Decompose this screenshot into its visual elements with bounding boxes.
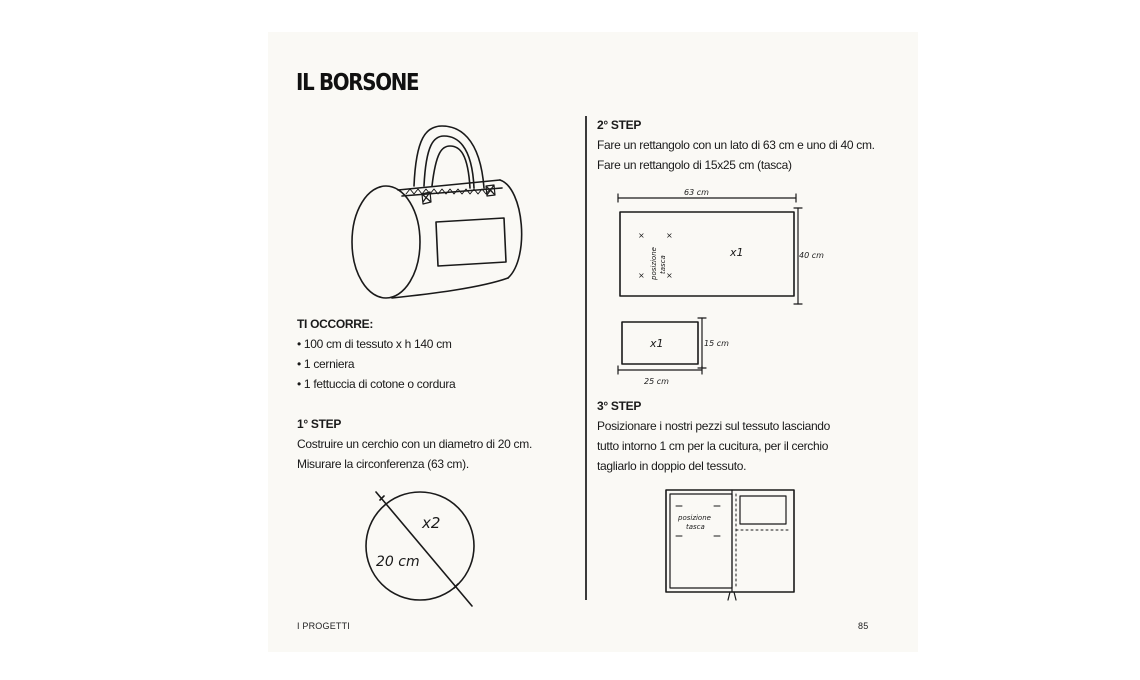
step2-heading: 2° STEP [597, 118, 642, 132]
rect-pocket-position-line-1: posizione [650, 247, 658, 280]
pocket-pattern-diagram [612, 316, 742, 388]
svg-text:×: × [666, 271, 673, 280]
layout-pocket-position-line-2: tasca [686, 523, 705, 531]
svg-text:×: × [638, 271, 645, 280]
rectangle-pattern-diagram [612, 186, 842, 308]
step2-line-1: Fare un rettangolo con un lato di 63 cm e uno di 40 cm. [597, 138, 875, 152]
pocket-multiplier-label: x1 [650, 337, 664, 350]
step3-heading: 3° STEP [597, 399, 642, 413]
column-divider [585, 116, 587, 600]
page-title: IL BORSONE [296, 70, 419, 96]
circle-diameter-label: 20 cm [376, 554, 420, 570]
step3-line-1: Posizionare i nostri pezzi sul tessuto lasciando [597, 419, 831, 433]
step3-line-2: tutto intorno 1 cm per la cucitura, per il cerchio [597, 439, 829, 453]
pocket-height-label: 15 cm [704, 339, 729, 348]
circle-multiplier-label: x2 [422, 514, 441, 532]
svg-text:×: × [638, 231, 645, 240]
circle-pattern-diagram [360, 488, 480, 612]
needs-item-fabric: • 100 cm di tessuto x h 140 cm [297, 337, 452, 351]
page-number: 85 [858, 621, 869, 631]
step1-line-1: Costruire un cerchio con un diametro di 20 cm. [297, 437, 532, 451]
rect-height-label: 40 cm [799, 251, 824, 260]
step1-heading: 1° STEP [297, 417, 342, 431]
pocket-width-label: 25 cm [644, 377, 669, 386]
svg-text:×: × [666, 231, 673, 240]
layout-pocket-position-line-1: posizione [678, 514, 711, 522]
needs-item-strap: • 1 fettuccia di cotone o cordura [297, 377, 456, 391]
bag-illustration [340, 118, 540, 308]
step1-line-2: Misurare la circonferenza (63 cm). [297, 457, 469, 471]
rect-pocket-position-line-2: tasca [659, 255, 667, 274]
step2-line-2: Fare un rettangolo di 15x25 cm (tasca) [597, 158, 792, 172]
needs-heading: TI OCCORRE: [297, 317, 374, 331]
rect-width-label: 63 cm [684, 188, 709, 197]
needs-item-zipper: • 1 cerniera [297, 357, 355, 371]
fabric-layout-diagram [660, 486, 800, 604]
footer-section-label: I PROGETTI [297, 621, 351, 631]
rect-multiplier-label: x1 [730, 246, 744, 259]
step3-line-3: tagliarlo in doppio del tessuto. [597, 459, 747, 473]
